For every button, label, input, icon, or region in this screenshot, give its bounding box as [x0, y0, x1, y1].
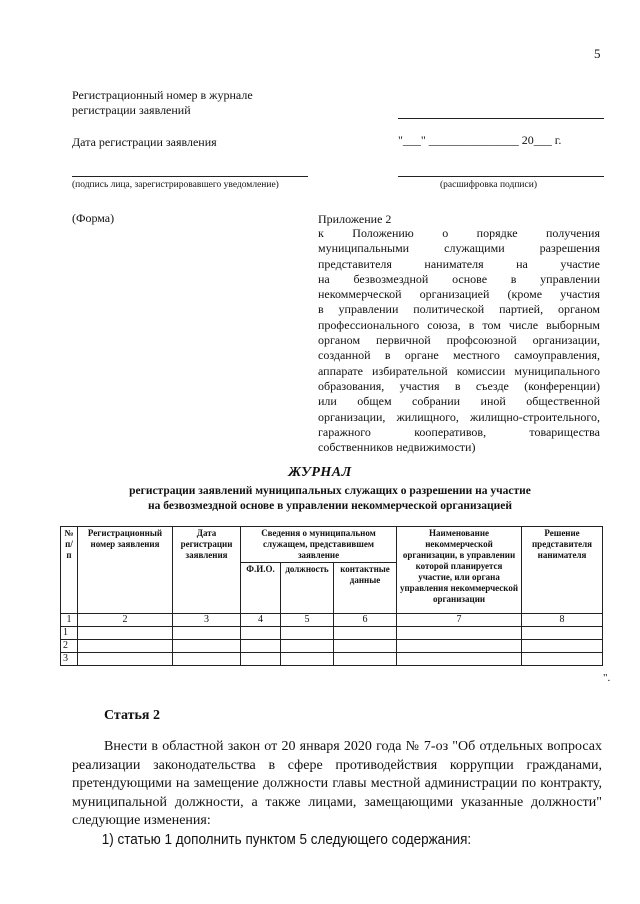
appendix-line: на безвозмездной основе в управлении — [318, 271, 600, 286]
registration-label-line2: регистрации заявлений — [72, 103, 191, 117]
row-number: 1 — [61, 627, 78, 640]
appendix-line: некоммерческой организацией (кроме участия — [318, 287, 600, 302]
column-number: 7 — [397, 614, 522, 627]
table-cell — [397, 640, 522, 653]
journal-subtitle-line2: на безвозмездной основе в управлении некоммерческой организацией — [148, 500, 512, 512]
table-cell — [334, 653, 397, 666]
header-reg-date: Дата регистрации заявления — [173, 527, 241, 614]
appendix-line: муниципальными служащими разрешения — [318, 241, 600, 256]
appendix-line: организации, жилищного, жилищно-строительного, — [318, 409, 600, 424]
row-number: 3 — [61, 653, 78, 666]
header-employee-info: Сведения о муниципальном служащем, представившем заявление — [241, 527, 397, 563]
table-cell — [334, 640, 397, 653]
appendix-line: или общем собрании иной общественной — [318, 394, 600, 409]
header-contacts: контактные данные — [334, 563, 397, 614]
header-position: должность — [281, 563, 334, 614]
journal-table — [60, 526, 603, 666]
column-number: 5 — [281, 614, 334, 627]
appendix-line: представителя нанимателя на участие — [318, 256, 600, 271]
column-number: 8 — [522, 614, 603, 627]
row-number: 2 — [61, 640, 78, 653]
header-num: № п/п — [61, 527, 78, 614]
table-row — [61, 653, 603, 666]
appendix-line: образования, участия в съезде (конференции) — [318, 378, 600, 393]
table-cell — [281, 627, 334, 640]
column-number-row — [61, 614, 603, 627]
header-reg-number: Регистрационный номер заявления — [78, 527, 173, 614]
table-cell — [173, 627, 241, 640]
header-fio: Ф.И.О. — [241, 563, 281, 614]
decode-line — [398, 176, 604, 177]
table-cell — [78, 653, 173, 666]
column-number: 6 — [334, 614, 397, 627]
appendix-line: аппарате избирательной комиссии муниципального — [318, 363, 600, 378]
table-cell — [241, 627, 281, 640]
appendix-line: к Положению о порядке получения — [318, 226, 600, 240]
table-cell — [397, 627, 522, 640]
decode-caption: (расшифровка подписи) — [440, 180, 537, 190]
appendix-line: созданной в органе местного самоуправления, — [318, 348, 600, 363]
registration-number-line — [398, 118, 604, 119]
form-label: (Форма) — [72, 211, 115, 225]
date-fill-line: "___" _______________ 20___ г. — [398, 133, 562, 147]
appendix-line: гаражного кооперативов, товарищества — [318, 424, 600, 439]
closing-quote-mark: ". — [603, 672, 611, 684]
signature-line — [72, 176, 308, 177]
table-row — [61, 640, 603, 653]
article-paragraph: Внести в областной закон от 20 января 2020 года № 7-оз "Об отдельных вопросах реализации законодательства в сфере противодействия коррупции гражданами, претендующими на замещение должности главы местной администрации по контракту, муниципальной должности, а также лицами, замещающими указанные должности" следующие изменения: — [72, 739, 602, 828]
appendix-line: в управлении политической партией, органом — [318, 302, 600, 317]
appendix-text — [318, 226, 600, 455]
table-cell — [241, 640, 281, 653]
table-cell — [334, 627, 397, 640]
table-cell — [522, 653, 603, 666]
registration-number-label — [72, 88, 312, 118]
table-cell — [522, 640, 603, 653]
column-number: 4 — [241, 614, 281, 627]
table-cell — [173, 653, 241, 666]
table-cell — [522, 627, 603, 640]
signature-caption: (подпись лица, зарегистрировавшего уведомление) — [72, 180, 279, 190]
date-label: Дата регистрации заявления — [72, 135, 217, 149]
appendix-line: органом первичной профсоюзной организации, — [318, 333, 600, 348]
appendix-title: Приложение 2 — [318, 212, 392, 226]
registration-label-line1: Регистрационный номер в журнале — [72, 88, 253, 102]
article-title: Статья 2 — [104, 708, 160, 723]
appendix-line: собственников недвижимости) — [318, 440, 476, 455]
table-cell — [78, 640, 173, 653]
table-cell — [241, 653, 281, 666]
article-paragraph: 1) статью 1 дополнить пунктом 5 следующего содержания: — [101, 831, 472, 848]
table-cell — [281, 653, 334, 666]
table-cell — [78, 627, 173, 640]
table-cell — [173, 640, 241, 653]
journal-title: ЖУРНАЛ — [288, 465, 352, 480]
journal-subtitle-line1: регистрации заявлений муниципальных служащих о разрешении на участие — [129, 485, 531, 497]
column-number: 3 — [173, 614, 241, 627]
column-number: 1 — [61, 614, 78, 627]
header-decision: Решение представителя нанимателя — [522, 527, 603, 614]
column-number: 2 — [78, 614, 173, 627]
header-org-name: Наименование некоммерческой организации, в управлении которой планируется участие, или органа управления некоммерческой организации — [397, 527, 522, 614]
table-row — [61, 627, 603, 640]
appendix-line: профессионального союза, в том числе выборным — [318, 317, 600, 332]
article-body — [72, 738, 602, 849]
table-cell — [281, 640, 334, 653]
page-number: 5 — [594, 46, 601, 61]
table-header-row — [61, 527, 603, 563]
journal-subtitle — [60, 484, 600, 514]
table-cell — [397, 653, 522, 666]
